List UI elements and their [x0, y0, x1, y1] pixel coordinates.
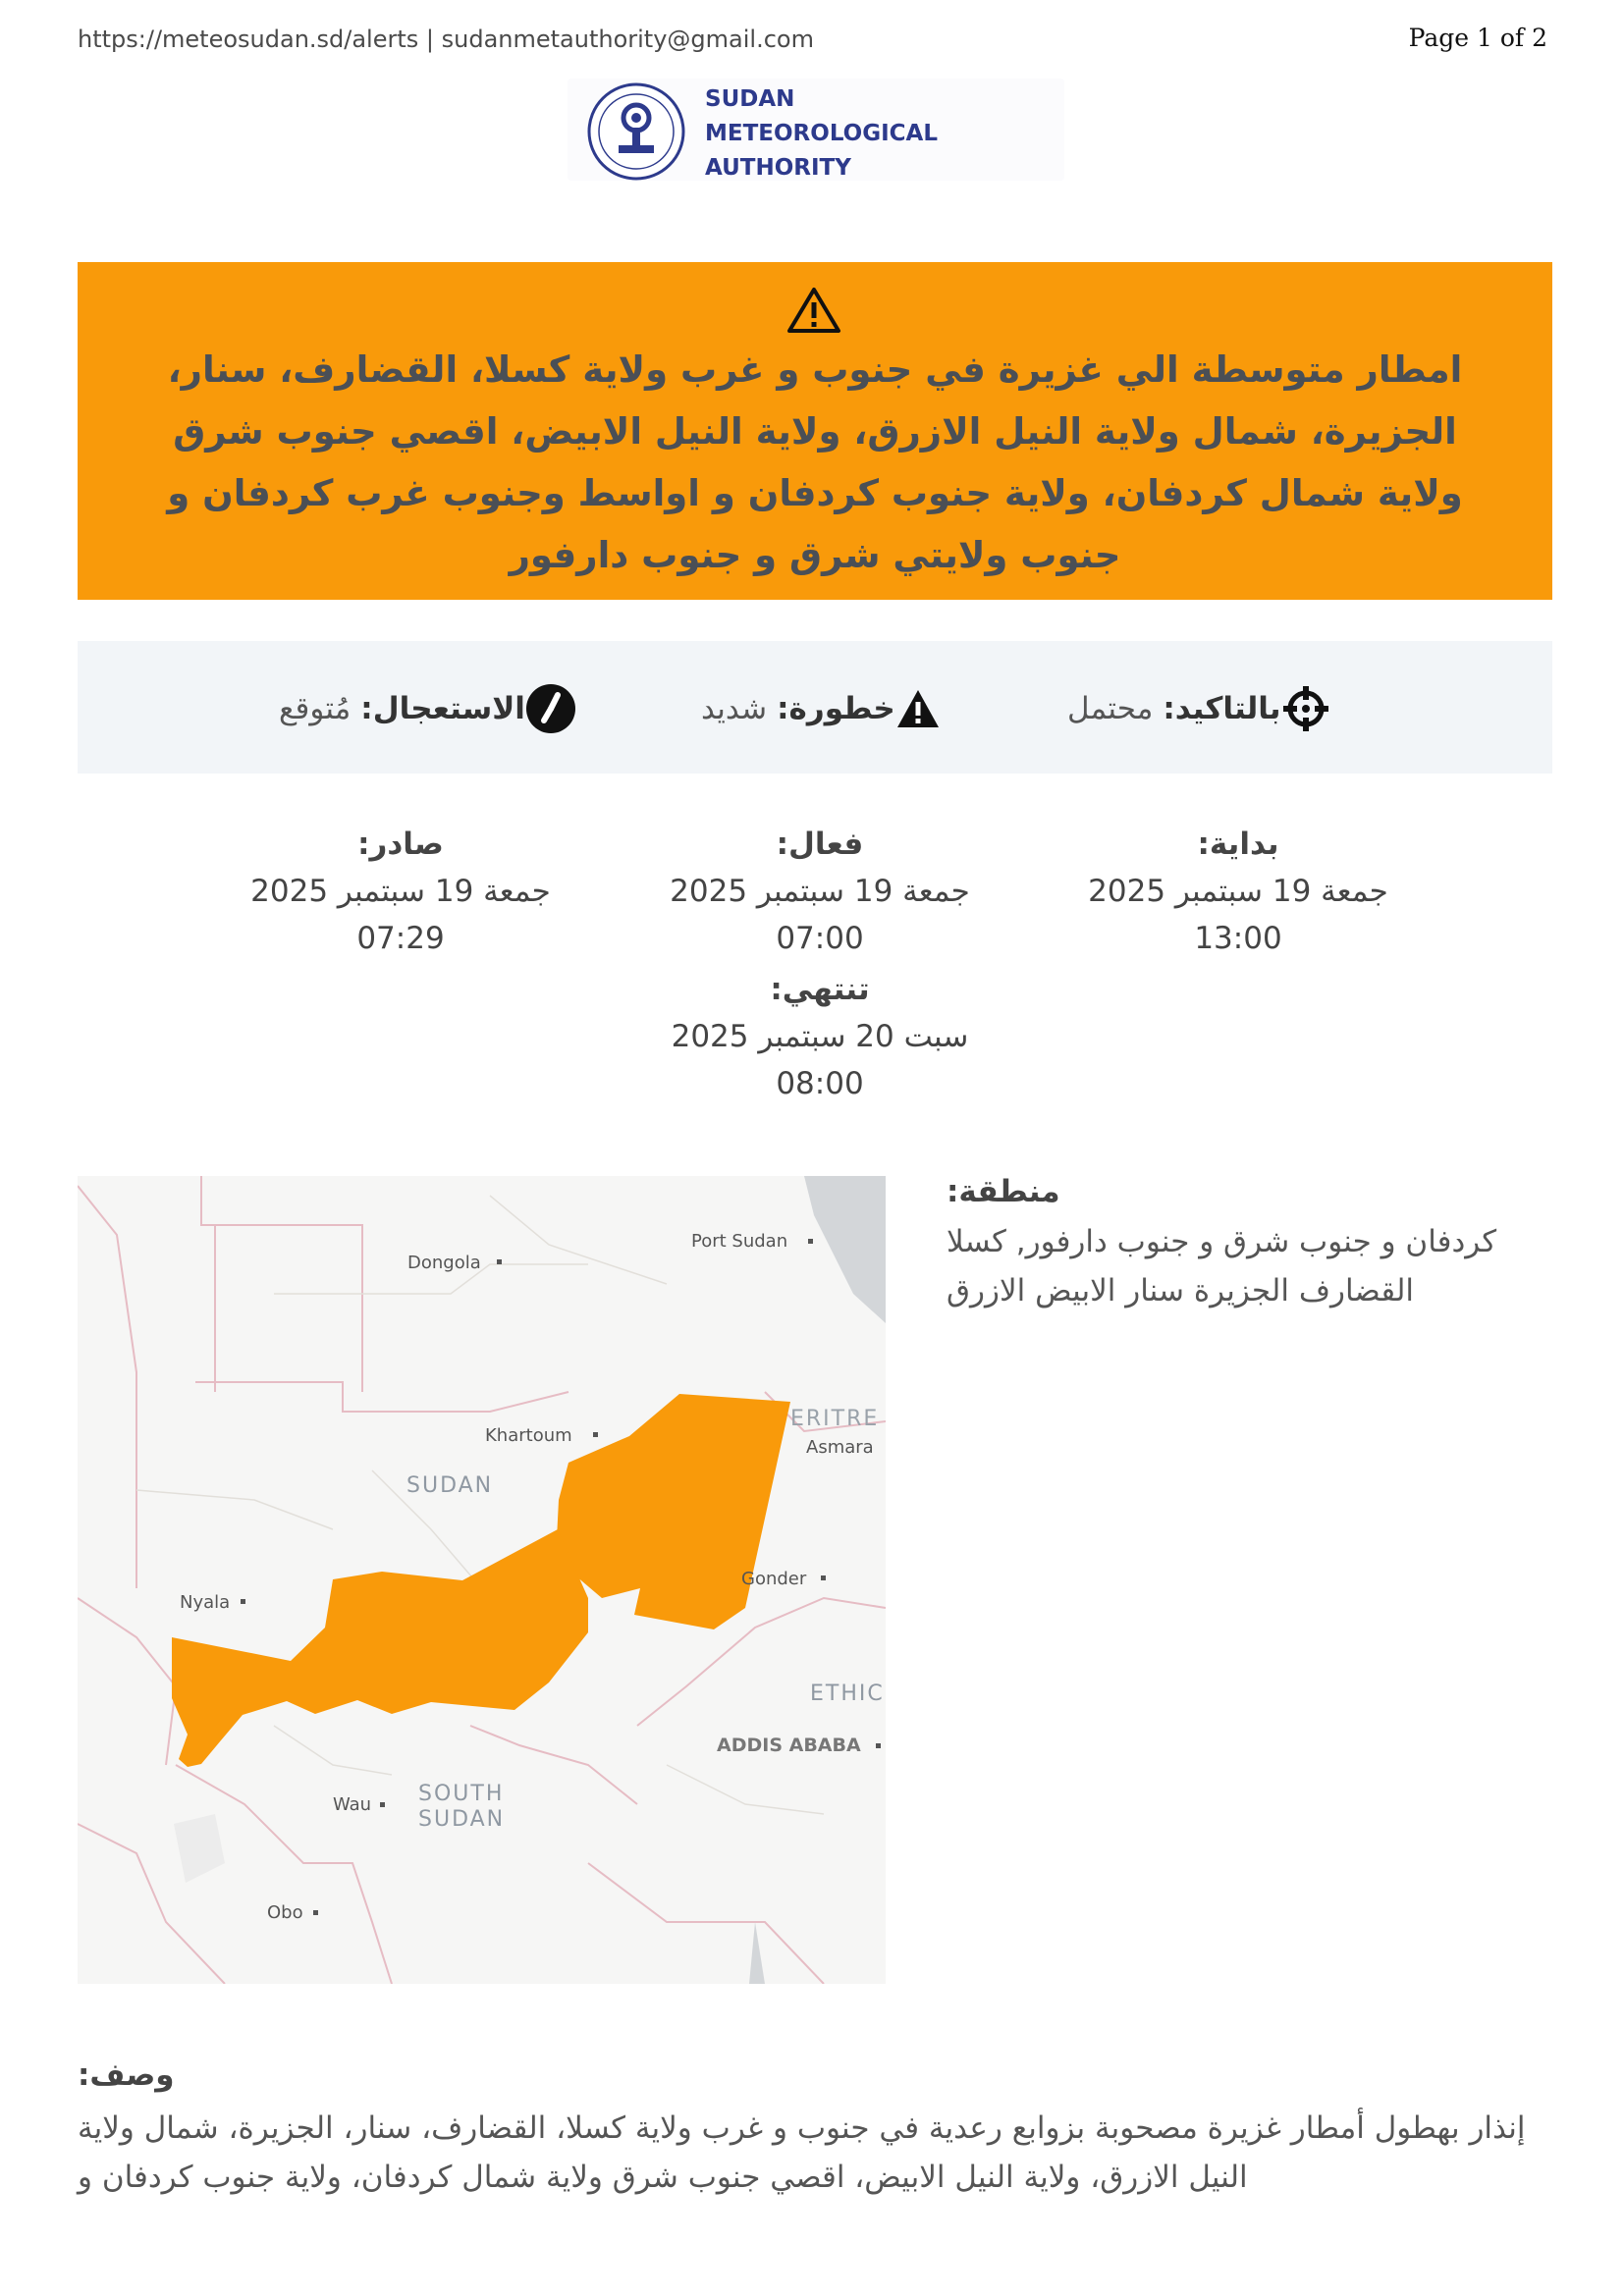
sent-time: 07:29 [356, 921, 445, 956]
map-label-asmara: Asmara [806, 1437, 874, 1458]
clock-icon [525, 683, 576, 734]
effective-label: فعال: [776, 827, 864, 862]
map-label-addis-ababa: ADDIS ABABA [717, 1735, 861, 1756]
sent-date-block [224, 821, 577, 962]
effective-time: 07:00 [776, 921, 864, 956]
map-label-sudan: SUDAN [406, 1473, 494, 1498]
map-label-nyala: Nyala [180, 1592, 231, 1613]
logo-line-2: METEOROLOGICAL [705, 121, 938, 146]
description-text: إنذار بهطول أمطار غزيرة مصحوبة بزوابع رعدية في جنوب و غرب ولاية كسلا، القضارف، سنار، الجزيرة، شمال ولاية النيل الازرق، ولاية النيل الابيض، اقصي جنوب شرق ولاية شمال كردفان، ولاية جنوب كردفان و [78, 2110, 1526, 2195]
alert-polygon-east [556, 1394, 790, 1629]
severity-label: خطورة: [777, 691, 895, 726]
certainty-attribute [1067, 684, 1340, 733]
expires-date-block [643, 966, 997, 1107]
effective-date-block [643, 821, 997, 962]
red-sea [804, 1176, 886, 1323]
alert-area-map[interactable] [78, 1176, 886, 1984]
urgency-attribute [279, 684, 586, 733]
map-label-south-sudan-1: SOUTH [418, 1782, 505, 1806]
page-header-url: https://meteosudan.sd/alerts | sudanmetauthority@gmail.com [78, 26, 814, 53]
sent-date: جمعة 19 سبتمبر 2025 [250, 874, 551, 909]
onset-time: 13:00 [1194, 921, 1282, 956]
certainty-label: بالتاكيد: [1163, 691, 1281, 726]
map-canvas [78, 1176, 886, 1984]
map-label-south-sudan-2: SUDAN [418, 1807, 506, 1832]
authority-logo [568, 79, 1064, 181]
crosshair-icon [1281, 684, 1330, 733]
alert-polygon-west [172, 1529, 588, 1767]
page-number: Page 1 of 2 [1408, 24, 1547, 52]
description-label: وصف: [78, 2057, 175, 2093]
effective-date: جمعة 19 سبتمبر 2025 [670, 874, 970, 909]
map-label-ethiopia: ETHIC [810, 1682, 885, 1706]
onset-date: جمعة 19 سبتمبر 2025 [1088, 874, 1388, 909]
map-label-khartoum: Khartoum [485, 1425, 572, 1446]
map-label-gonder: Gonder [741, 1569, 807, 1589]
map-label-eritrea: ERITRE [790, 1407, 880, 1431]
alert-attributes [78, 641, 1552, 774]
area-text: كردفان و جنوب شرق و جنوب دارفور, كسلا القضارف الجزيرة سنار الابيض الازرق [947, 1224, 1497, 1308]
expires-time: 08:00 [776, 1066, 864, 1101]
sent-label: صادر: [357, 827, 444, 862]
authority-seal-icon [585, 80, 687, 183]
logo-line-1: SUDAN [705, 86, 795, 112]
expires-date: سبت 20 سبتمبر 2025 [671, 1019, 969, 1054]
certainty-value: محتمل [1067, 691, 1154, 726]
map-label-dongola: Dongola [407, 1253, 481, 1273]
warning-icon [895, 688, 941, 729]
expires-label: تنتهي: [770, 972, 870, 1007]
alert-banner [78, 262, 1552, 600]
onset-label: بداية: [1197, 827, 1279, 862]
logo-line-3: AUTHORITY [705, 155, 851, 181]
warning-triangle-icon [785, 286, 842, 335]
area-label: منطقة: [947, 1174, 1060, 1209]
onset-date-block [1061, 821, 1415, 962]
severity-value: شديد [701, 691, 768, 726]
map-label-port-sudan: Port Sudan [691, 1231, 788, 1252]
urgency-value: مُتوقع [279, 691, 352, 726]
alert-headline: امطار متوسطة الي غزيرة في جنوب و غرب ولاية كسلا، القضارف، سنار، الجزيرة، شمال ولاية النيل الازرق، ولاية النيل الابيض، اقصي جنوب شرق ولاية شمال كردفان، ولاية جنوب كردفان و اواسط وجنوب غرب كردفان و جنوب ولايتي شرق و جنوب دارفور [167, 348, 1463, 576]
urgency-label: الاستعجال: [360, 691, 525, 726]
severity-attribute [701, 684, 950, 733]
map-label-obo: Obo [267, 1902, 303, 1923]
map-label-wau: Wau [333, 1794, 372, 1815]
